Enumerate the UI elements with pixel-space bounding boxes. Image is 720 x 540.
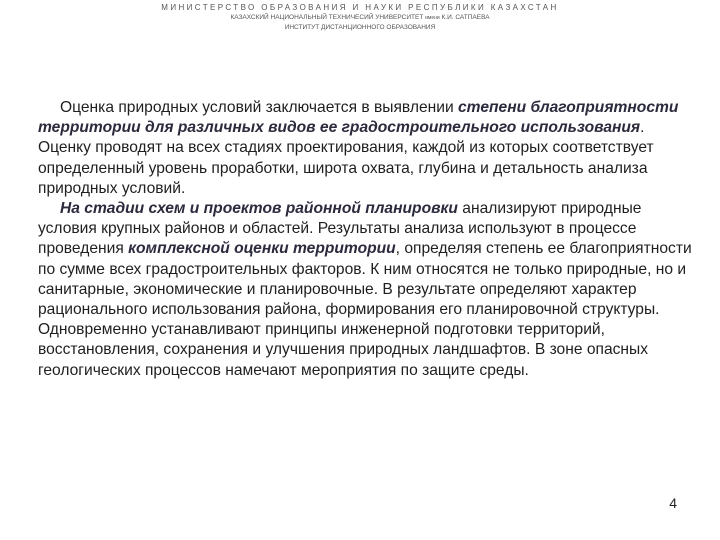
document-header [0,2,720,32]
paragraph-1-text-2: . Оценку проводят на всех стадиях проектирования, каждой из которых соответствует определенный уровень проработки, широта охвата, глубина и детальность анализа природных условий. [38,119,654,197]
university-name-satpaev: К.И. САТПАЕВА [439,14,490,21]
paragraph-1 [38,98,698,199]
university-name-imeni: имени [425,15,440,21]
university-title [0,13,720,23]
university-name: КАЗАХСКИЙ НАЦИОНАЛЬНЫЙ ТЕХНИЧЕСИЙ УНИВЕРСИТЕТ [230,14,424,21]
paragraph-2-text-2: , определяя степень ее благоприятности по сумме всех градостроительных факторов. К ним относятся не только природные, но и санитарные, экономические и планировочные. В результате определяют характер рационального использования района, формирования его планировочной структуры. Одновременно устанавливают принципы инженерной подготовки территорий, восстановления, сохранения и улучшения природных ландшафтов. В зоне опасных геологических процессов намечают мероприятия по защите среды. [38,240,692,379]
paragraph-2 [38,199,698,381]
paragraph-2-text-1: анализируют природные условия крупных районов и областей. Результаты анализа используют в процессе проведения [38,200,642,258]
institute-title: ИНСТИТУТ ДИСТАНЦИОННОГО ОБРАЗОВАНИЯ [284,24,436,31]
paragraph-2-emphasis-2: комплексной оценки территории [128,240,396,258]
page-number: 4 [669,495,677,511]
paragraph-1-text-1: Оценка природных условий заключается в выявлении [60,99,458,116]
paragraph-1-emphasis-1: степени благоприятности территории для различных видов ее градостроительного использования [38,99,679,137]
main-text [38,98,698,381]
paragraph-2-emphasis-1: На стадии схем и проектов районной планировки [60,200,458,218]
ministry-title: МИНИСТЕРСТВО ОБРАЗОВАНИЯ И НАУКИ РЕСПУБЛИКИ КАЗАХСТАН [161,3,559,12]
